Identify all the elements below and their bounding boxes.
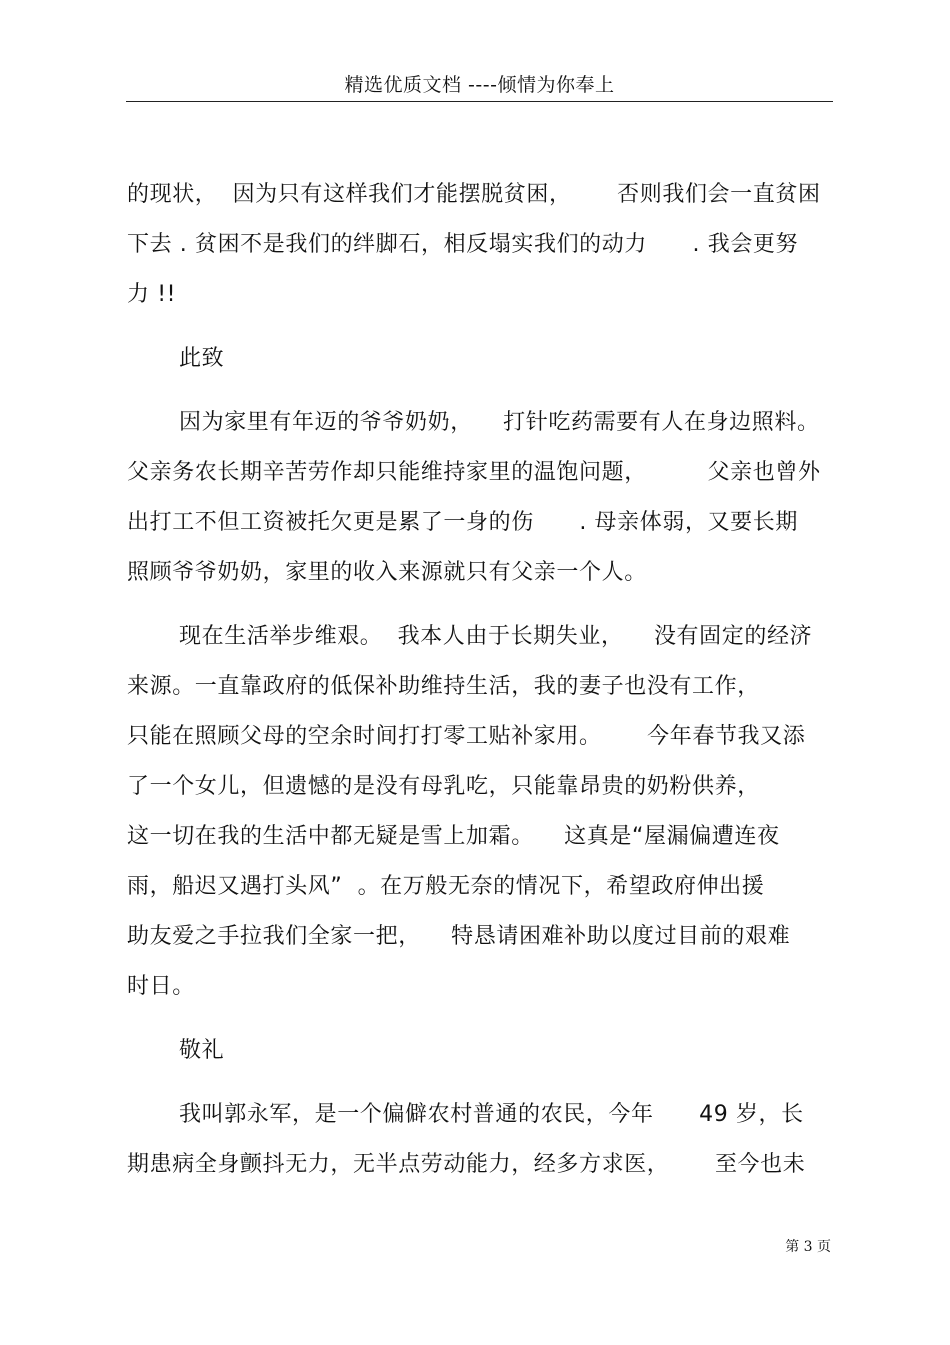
text-line: 雨，船迟又遇打头风” 。在万般无奈的情况下，希望政府伸出援 <box>127 874 765 899</box>
text-line: 父亲务农长期辛苦劳作却只能维持家里的温饱问题， 父亲也曾外 <box>127 460 821 485</box>
text-line: 助友爱之手拉我们全家一把， 特恳请困难补助以度过目前的艰难 <box>127 924 791 949</box>
page-header-title: 精选优质文档 ----倾情为你奉上 <box>344 74 615 96</box>
paragraph-1 <box>127 170 827 320</box>
document-body <box>127 170 827 1204</box>
paragraph-salutation-jingli <box>127 1026 827 1076</box>
text-line: 敬礼 <box>179 1038 225 1063</box>
text-line: 来源。一直靠政府的低保补助维持生活，我的妻子也没有工作， <box>127 674 760 699</box>
text-line: 现在生活举步维艰。 我本人由于长期失业， 没有固定的经济 <box>179 624 813 649</box>
text-line: 照顾爷爷奶奶，家里的收入来源就只有父亲一个人。 <box>127 560 647 585</box>
text-line: 只能在照顾父母的空余时间打打零工贴补家用。 今年春节我又添 <box>127 724 806 749</box>
paragraph-salutation-cizhi <box>127 334 827 384</box>
text-line: 我叫郭永军，是一个偏僻农村普通的农民，今年 49 岁，长 <box>179 1102 804 1127</box>
header-divider <box>126 101 833 102</box>
page-number: 第 3 页 <box>785 1239 831 1255</box>
paragraph-6 <box>127 1090 827 1190</box>
text-line: 出打工不但工资被托欠更是累了一身的伤 . 母亲体弱，又要长期 <box>127 510 798 535</box>
text-line: 这一切在我的生活中都无疑是雪上加霜。 这真是“屋漏偏遭连夜 <box>127 824 780 849</box>
paragraph-3 <box>127 398 827 598</box>
text-line: 时日。 <box>127 974 195 999</box>
text-line: 因为家里有年迈的爷爷奶奶， 打针吃药需要有人在身边照料。 <box>179 410 820 435</box>
text-line: 的现状， 因为只有这样我们才能摆脱贫困， 否则我们会一直贫困 <box>127 182 821 207</box>
text-line: 力 !! <box>127 282 177 307</box>
text-line: 此致 <box>179 346 225 371</box>
text-line: 了一个女儿，但遗憾的是没有母乳吃，只能靠昂贵的奶粉供养， <box>127 774 760 799</box>
text-line: 期患病全身颤抖无力，无半点劳动能力，经多方求医， 至今也未 <box>127 1152 806 1177</box>
text-line: 下去 . 贫困不是我们的绊脚石，相反塌实我们的动力 . 我会更努 <box>127 232 799 257</box>
paragraph-4 <box>127 612 827 1012</box>
